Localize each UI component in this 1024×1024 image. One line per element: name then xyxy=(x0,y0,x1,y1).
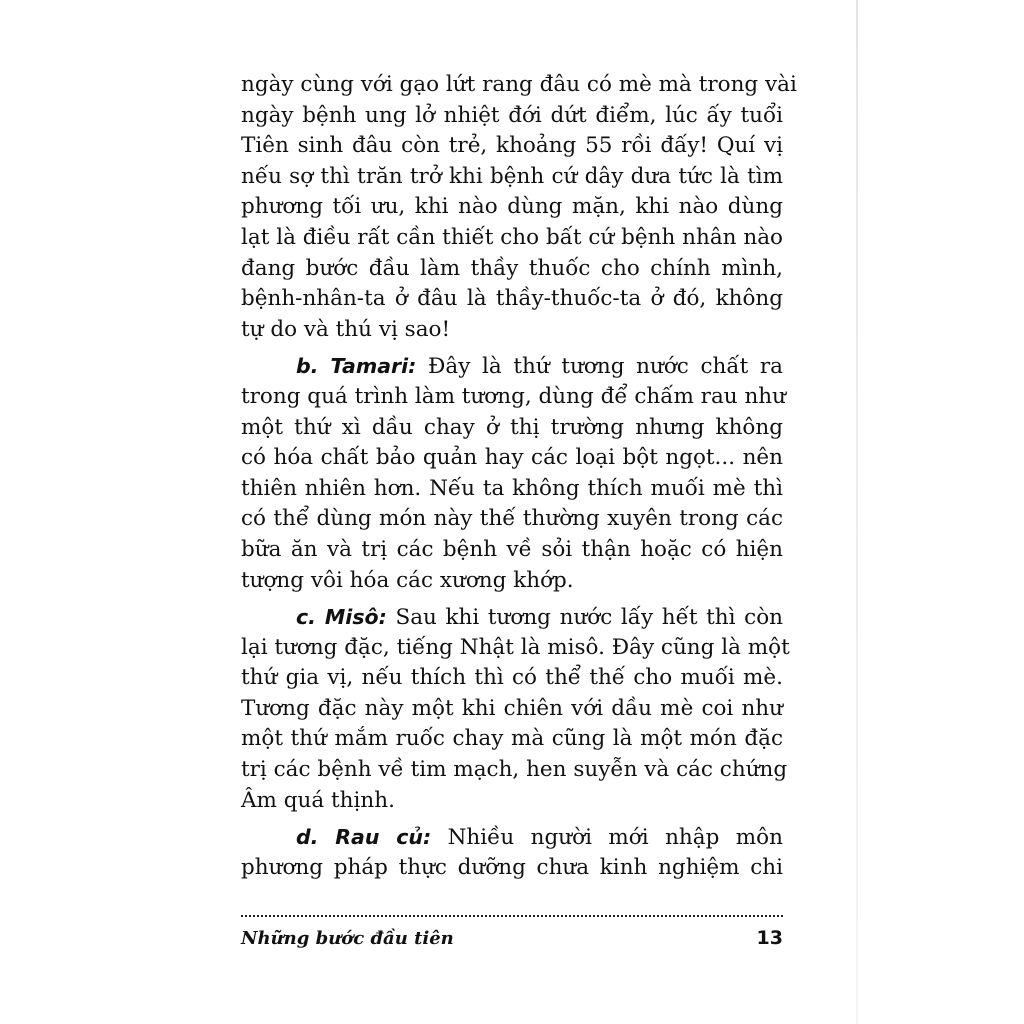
footer-dotted-rule xyxy=(241,915,783,917)
text-line: có hóa chất bảo quản hay các loại bột ngọt... nên xyxy=(241,445,783,471)
text-line: thiên nhiên hơn. Nếu ta không thích muối mè thì xyxy=(241,475,783,501)
text-line: phương pháp thực dưỡng chưa kinh nghiệm chi xyxy=(241,854,783,880)
section-first-line xyxy=(241,351,783,382)
text-line: Tiên sinh đâu còn trẻ, khoảng 55 rồi đấy! Quí vị xyxy=(241,133,783,159)
text-line: lạt là điều rất cần thiết cho bất cứ bệnh nhân nào xyxy=(241,224,783,250)
text-line: Tương đặc này một khi chiên với dầu mè coi như xyxy=(241,695,783,721)
text-line: lại tương đặc, tiếng Nhật là misô. Đây cũng là một xyxy=(241,634,790,660)
scan-edge-shadow xyxy=(856,0,858,1024)
text-line: trong quá trình làm tương, dùng để chấm rau như xyxy=(241,383,786,409)
term-rau-cu: d. Rau củ: xyxy=(296,825,432,850)
text-line: có thể dùng món này thế thường xuyên trong các xyxy=(241,506,783,532)
text-line: nếu sợ thì trăn trở khi bệnh cứ dây dưa tức là tìm xyxy=(241,163,783,189)
term-miso: c. Misô: xyxy=(296,605,387,630)
running-title: Những bước đầu tiên xyxy=(241,928,454,949)
text-line: đang bước đầu làm thầy thuốc cho chính mình, xyxy=(241,255,783,281)
section-first-line xyxy=(241,602,783,633)
text-span: Đây là thứ tương nước chất ra xyxy=(416,354,783,380)
section-tamari xyxy=(241,351,786,596)
text-line: tự do và thú vị sao! xyxy=(241,316,451,342)
section-miso xyxy=(241,602,790,816)
text-line: thứ gia vị, nếu thích thì có thể thế cho muối mè. xyxy=(241,665,783,691)
text-line: trị các bệnh về tim mạch, hen suyễn và các chứng xyxy=(241,757,788,783)
text-span: Nhiều người mới nhập môn xyxy=(431,825,783,851)
text-line: bệnh-nhân-ta ở đâu là thầy-thuốc-ta ở đó, không xyxy=(241,286,783,312)
text-line: phương tối ưu, khi nào dùng mặn, khi nào dùng xyxy=(241,194,783,220)
term-tamari: b. Tamari: xyxy=(296,354,417,379)
text-line: một thứ xì dầu chay ở thị trường nhưng không xyxy=(241,414,783,440)
text-line: một thứ mắm ruốc chay mà cũng là một món đặc xyxy=(241,726,783,752)
body-text xyxy=(241,70,797,883)
text-line: ngày bệnh ung lở nhiệt đới dứt điểm, lúc ấy tuổi xyxy=(241,102,783,128)
section-first-line xyxy=(241,822,783,853)
text-line: bữa ăn và trị các bệnh về sỏi thận hoặc có hiện xyxy=(241,536,783,562)
text-line: ngày cùng với gạo lứt rang đâu có mè mà trong vài xyxy=(241,72,797,97)
paragraph-continued xyxy=(241,70,797,345)
text-line: tượng vôi hóa các xương khớp. xyxy=(241,567,574,593)
page-number: 13 xyxy=(756,927,783,949)
text-line: Âm quá thịnh. xyxy=(241,787,395,813)
section-rau-cu xyxy=(241,822,783,883)
text-span: Sau khi tương nước lấy hết thì còn xyxy=(386,605,783,631)
